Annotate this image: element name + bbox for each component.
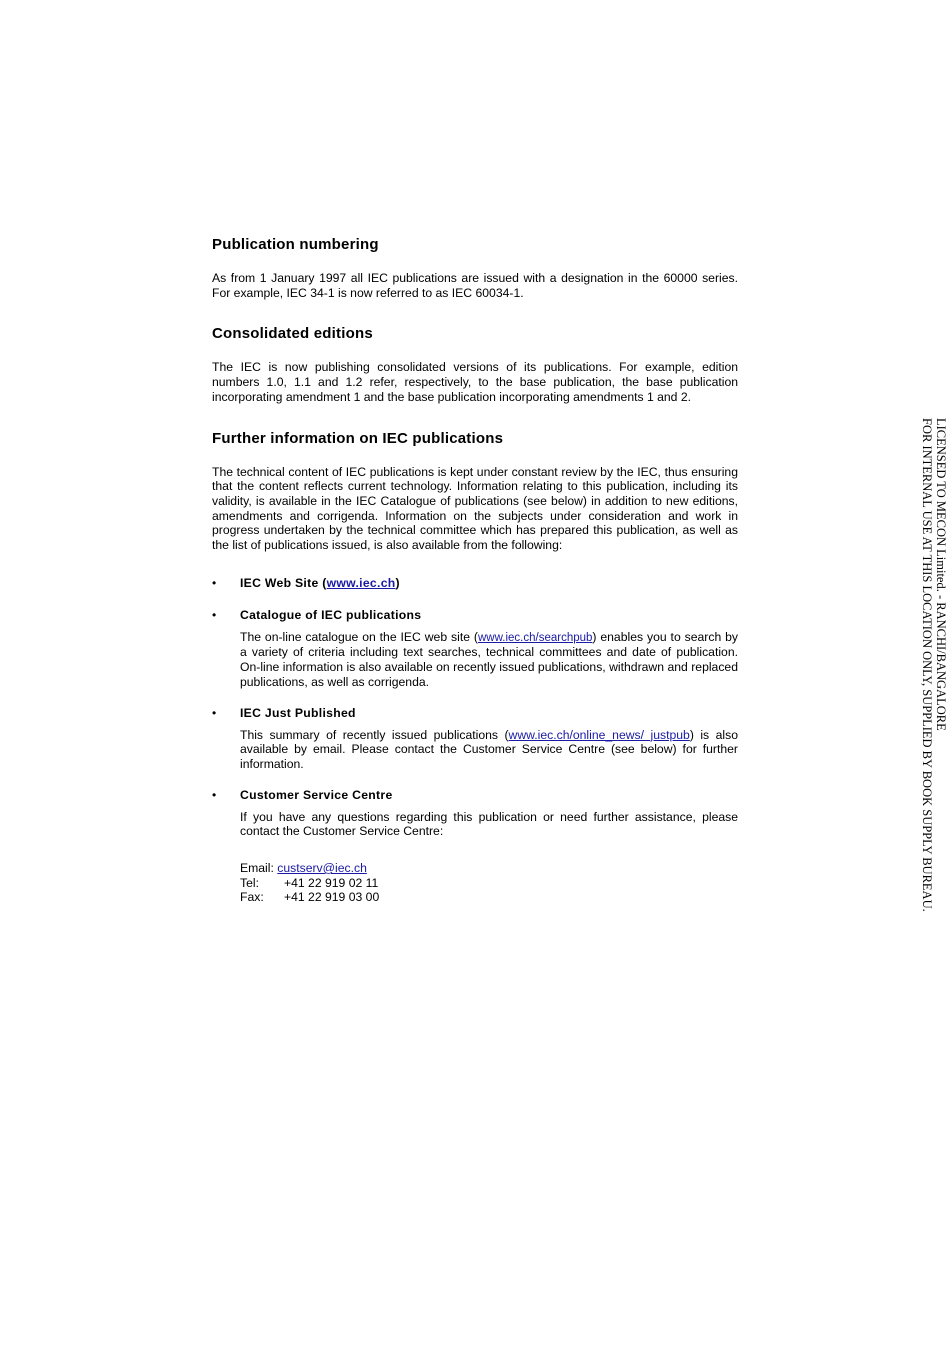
- paragraph-just-published: This summary of recently issued publications (www.iec.ch/online_news/ justpub) is also available by email. Please contact the Customer Service Centre (see below) for further information.: [240, 727, 738, 771]
- bullet-title-web-site: IEC Web Site (www.iec.ch): [240, 575, 400, 590]
- bullet-title-catalogue: Catalogue of IEC publications: [240, 607, 422, 622]
- bullet-marker: •: [212, 607, 217, 622]
- heading-publication-numbering: Publication numbering: [212, 236, 379, 253]
- paragraph-publication-numbering: As from 1 January 1997 all IEC publications are issued with a designation in the 60000 series. For example, IEC 34-1 is now referred to as IEC 60034-1.: [212, 271, 738, 300]
- watermark-line-2: FOR INTERNAL USE AT THIS LOCATION ONLY, SUPPLIED BY BOOK SUPPLY BUREAU.: [920, 418, 934, 912]
- bullet-marker: •: [212, 705, 217, 720]
- tel-value: +41 22 919 02 11: [284, 875, 379, 890]
- fax-label: Fax:: [240, 890, 264, 905]
- bullet-iec-web-site: [212, 576, 738, 591]
- paragraph-further-information: The technical content of IEC publications is kept under constant review by the IEC, thus ensuring that the content reflects current technology. Information relating to this publication, including its validity, is available in the IEC Catalogue of publications (see below) in addition to new editions, amendments and corrigenda. Information on the subjects under consideration and work in progress undertaken by the technical committee which has prepared this publication, as well as the list of publications issued, is also available from the following:: [212, 464, 738, 553]
- heading-further-information: Further information on IEC publications: [212, 429, 504, 447]
- paragraph-customer-service: If you have any questions regarding this publication or need further assistance, please contact the Customer Service Centre:: [240, 809, 738, 839]
- link-email[interactable]: custserv@iec.ch: [277, 861, 367, 876]
- bullet-customer-service: [212, 788, 738, 906]
- bullet-marker: •: [212, 575, 217, 590]
- watermark-line-1: LICENSED TO MECON Limited. - RANCHI/BANGALORE: [934, 418, 948, 731]
- bullet-title-customer-service: Customer Service Centre: [240, 787, 393, 802]
- tel-label: Tel:: [240, 875, 259, 890]
- bullet-catalogue: [212, 608, 738, 690]
- contact-fax-row: [240, 890, 738, 905]
- bullet-just-published: [212, 706, 738, 772]
- email-label: Email:: [240, 861, 274, 876]
- link-searchpub[interactable]: www.iec.ch/searchpub: [477, 631, 593, 644]
- contact-email-row: [240, 861, 738, 876]
- bullet-marker: •: [212, 787, 217, 802]
- bullet-title-just-published: IEC Just Published: [240, 705, 356, 720]
- contact-block: [240, 861, 738, 905]
- document-page: [212, 235, 738, 905]
- link-justpub[interactable]: www.iec.ch/online_news/ justpub: [508, 727, 690, 742]
- fax-value: +41 22 919 03 00: [284, 890, 380, 905]
- paragraph-consolidated-editions: The IEC is now publishing consolidated versions of its publications. For example, edition numbers 1.0, 1.1 and 1.2 refer, respectively, to the base publication, the base publication incorporating amendment 1 and the base publication incorporating amendments 1 and 2.: [212, 360, 738, 404]
- link-iec-website[interactable]: www.iec.ch: [326, 575, 396, 590]
- paragraph-catalogue: The on-line catalogue on the IEC web site (www.iec.ch/searchpub) enables you to search by a variety of criteria including text searches, technical committees and date of publication. On-line information is also available on recently issued publications, withdrawn and replaced publications, as well as corrigenda.: [240, 629, 739, 689]
- contact-tel-row: [240, 876, 738, 891]
- license-watermark: [918, 418, 948, 938]
- heading-consolidated-editions: Consolidated editions: [212, 325, 373, 343]
